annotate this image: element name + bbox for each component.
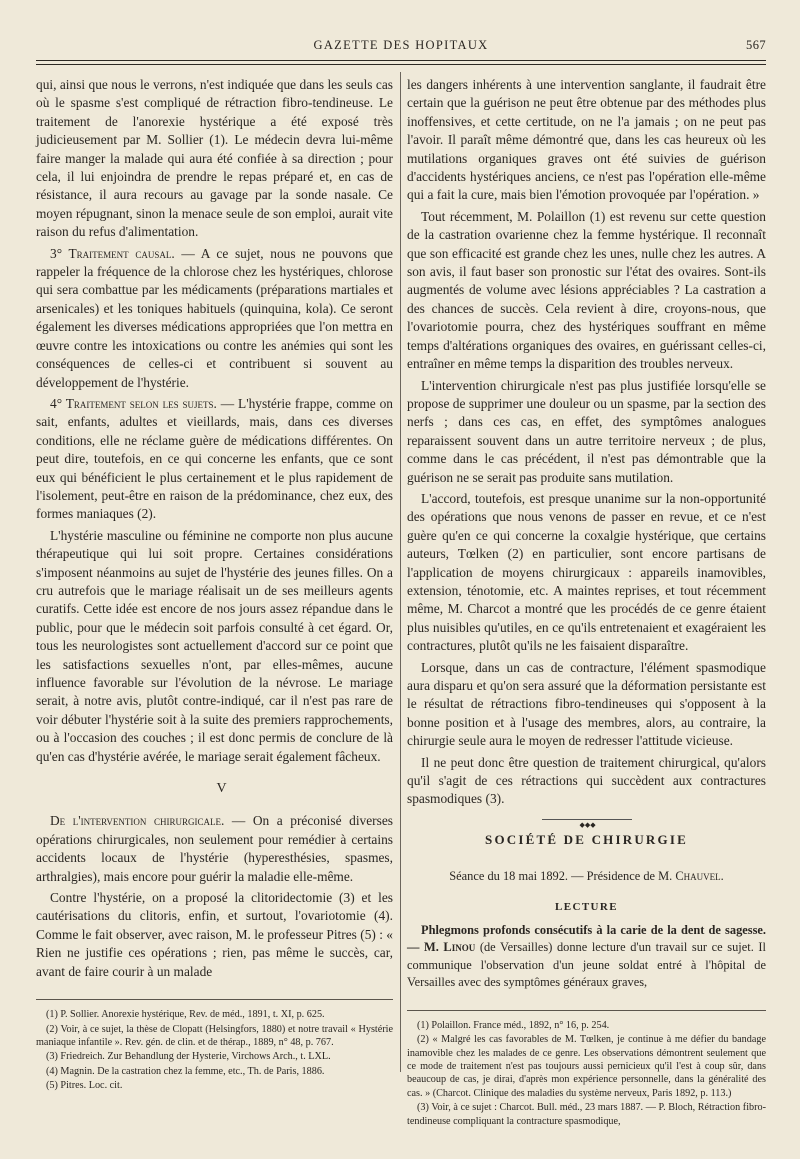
session-line — [407, 867, 766, 885]
paragraph: Il ne peut donc être question de traitement chirurgical, qu'alors qu'il s'agit de ces rétractions qui succèdent aux contractures spasmodiques (3). — [407, 754, 766, 807]
footnote: (3) Voir, à ce sujet : Charcot. Bull. méd., 23 mars 1887. — P. Bloch, Rétraction fibro-tendineuse compliquant la contracture spasmodique, — [407, 1102, 766, 1127]
paragraph: Contre l'hystérie, on a proposé la clitoridectomie (3) et les cautérisations du clitoris, enfin, et surtout, l'ovariotomie (4). Comme le fait observer, avec raison, M. le professeur Pitres (5) : « Rien ne justifie ces opérations ; rien, pas même le succès, car, avant de faire courir à un malade — [36, 890, 393, 979]
section-heading: De l'intervention chirurgicale. — [50, 813, 225, 829]
society-heading: SOCIÉTÉ DE CHIRURGIE — [485, 831, 688, 847]
section-separator — [542, 819, 632, 829]
section-heading: 4° Traitement selon les sujets. — [50, 395, 217, 411]
paragraph-text: — On a préconisé diverses opérations chirurgicales, non seulement pour remédier à certains accidents locaux de l'hystérie (hyperesthésies, spasmes, arthralgies), mais encore pour guérir la maladie elle-même. — [36, 813, 393, 884]
footnote: (3) Friedreich. Zur Behandlung der Hysterie, Virchows Arch., t. LXL. — [46, 1051, 331, 1063]
paragraph — [36, 812, 393, 886]
paragraph-text: — L'hystérie frappe, comme on sait, enfants, adultes et vieillards, mais, dans ces diverses conditions, elle ne réclame guère de médications différentes. On peut dire, toutefois, en ce qui concerne les enfants, que ce sont eux qui bénéficient le plus certainement et le plus rapidement de l'isolement, peut-être en raison de la prédominance, chez eux, des formes maniaques (2). — [36, 395, 393, 522]
paragraph: Tout récemment, M. Polaillon (1) est revenu sur cette question de la castration ovarienne chez la femme hystérique. Il reconnaît que son efficacité est grande chez les unes, nulle chez les autres. A son avis, il faut baser son pronostic sur l'état des ovaires. Sont-ils augmentés de volume avec lésions appréciables ? La castration a des chances de succès. Cela revient à dire, croyons-nous, que l'ovariotomie pourra, chez des hystériques souffrant en même temps d'altérations organiques des ovaires, en guérissant celles-ci, entraîner en même temps la disparition des troubles nerveux. — [407, 208, 766, 372]
paragraph — [407, 922, 766, 992]
right-column — [407, 76, 766, 1129]
paragraph: L'hystérie masculine ou féminine ne comporte non plus aucune thérapeutique qui lui soit propre. Certaines considérations s'imposent néanmoins au sujet de l'hystérie des jeunes filles. On a cru autrefois que le mariage réalisait un de ses meilleurs agents curatifs. Cette idée est encore de nos jours assez répandue dans le public, pour que le médecin soit parfois consulté à cet égard. Or, tous les neurologistes sont actuellement d'accord sur ce point que les satisfactions sexuelles n'ont, par elles-mêmes, aucune influence favorable sur l'évolution de la névrose. Le mariage serait, à notre avis, plutôt contre-indiqué, car il n'est pas rare de voir débuter l'hystérie soit à la suite des premiers rapprochements, ou à l'occasion des couches ; il est donc permis de conclure de là qu'en cas d'hystérie avérée, le mariage serait également fâcheux. — [36, 527, 393, 764]
paragraph-text: (de Versailles) donne lecture d'un travail sur ce sujet. Il communique l'observation d'un jeune soldat entré à l'hôpital de Versailles avec des symptômes généraux graves, — [407, 940, 766, 990]
footnote: (5) Pitres. Loc. cit. — [46, 1080, 123, 1092]
paragraph: qui, ainsi que nous le verrons, n'est indiquée que dans les seuls cas où le spasme s'est compliqué de rétraction fibro-tendineuse. Le traitement de l'anorexie hystérique a été exposé très judicieusement par M. Sollier (1). Le médecin devra lui-même faire manger la malade qui aura été confiée à sa direction ; pour cela, il lui enjoindra de prendre le repas préparé et, en cas de résistance, il aura recours au gavage par la sonde nasale. Ce moyen répugnant, sinon la menace seule de son emploi, aurait vite raison du refus d'alimentation. — [36, 77, 393, 240]
lecture-heading: LECTURE — [555, 900, 618, 913]
footnotes — [36, 999, 393, 1092]
column-divider — [400, 72, 401, 1072]
paragraph — [36, 245, 393, 392]
page-number: 567 — [746, 38, 766, 52]
paragraph: L'accord, toutefois, est presque unanime sur la non-opportunité des opérations que nous venons de passer en revue, et ce n'est guère qu'en ce qui concerne la coxalgie hystérique, que certains auteurs, Tœlken (2) en particulier, sont encore partisans de l'application de moyens chirurgicaux : appareils inamovibles, extension, ténotomie, etc. A maintes reprises, et tout récemment même, M. Charcot a montré que les procédés de ce genre étaient plus nuisibles qu'utiles, en ce qu'ils entretenaient et exagéraient les contractures, plutôt qu'ils ne les faisaient disparaître. — [407, 490, 766, 654]
paragraph: Lorsque, dans un cas de contracture, l'élément spasmodique aura disparu et qu'on sera assuré que la déformation persistante est le résultat de rétractions fibro-tendineuses qui s'opposent à la bonne position et à l'usage des membres, alors, au contraire, la chirurgie seule aura le moyen de redresser l'attitude vicieuse. — [407, 659, 766, 749]
left-column — [36, 76, 393, 1094]
running-header — [36, 36, 766, 56]
section-heading: 3° Traitement causal. — [50, 245, 175, 261]
article-title: Phlegmons profonds consécutifs à la carie de la dent de sagesse. — [421, 923, 766, 938]
session-date: Séance du 18 mai 1892. — Présidence de M. — [449, 869, 676, 884]
separator-ornament: ◆◆◆ — [579, 820, 596, 829]
footnote: (4) Magnin. De la castration chez la femme, etc., Th. de Paris, 1886. — [46, 1065, 325, 1077]
footnote: (1) P. Sollier. Anorexie hystérique, Rev. de méd., 1891, t. XI, p. 625. — [46, 1009, 325, 1021]
header-rule — [36, 60, 766, 61]
footnote: (2) Voir, à ce sujet, la thèse de Clopatt (Helsingfors, 1880) et notre travail « Hystérie maniaque infantile ». Rev. gén. de clin. et de thérap., 1889, n° 48, p. 767. — [36, 1023, 393, 1048]
paragraph: les dangers inhérents à une intervention sanglante, il faudrait être certain que la guérison ne peut être obtenue par des méthodes plus inoffensives, et cette certitude, on ne l'a jamais ; on ne peut pas l'avoir. Il paraît même démontré que, dans les cas heureux où les mutilations organiques graves ont été suivies de guérison d'accidents hystériques anciens, ce n'est pas l'opération elle-même qui a fait la cure, mais bien l'émotion provoquée par l'opération. » — [407, 77, 766, 203]
journal-title: GAZETTE DES HOPITAUX — [313, 38, 489, 52]
session-president: Chauvel. — [675, 869, 724, 884]
article-author: — M. Linou — [407, 940, 476, 955]
paragraph: L'intervention chirurgicale n'est pas plus justifiée lorsqu'elle se propose de supprimer une douleur ou un spasme, par la section des nerfs ; dans ces cas, en effet, des symptômes analogues reparaissent souvent dans un autre territoire nerveux ; de plus, comme dans le cas précédent, il n'est pas démontrable que la guérison ne se serait pas produite sans mutilation. — [407, 377, 766, 485]
footnote: (2) « Malgré les cas favorables de M. Tœlken, je continue à me défier du bandage inamovible chez les malades de ce genre. Les observations démontrent seulement que ce mode de traitement n'est pas toujours aussi pernicieux qu'il l'est à coup sûr, dans beaucoup de cas, je dirai, d'après mon expérience personnelle, dans la généralité des cas. » (Charcot. Clinique des maladies du système nerveux, Paris 1892, p. 113.) — [407, 1034, 766, 1099]
section-numeral: V — [216, 781, 227, 797]
header-rule-thin — [36, 64, 766, 65]
paragraph-text: — A ce sujet, nous ne pouvons que rappeler la fréquence de la chlorose chez les hystériques, chlorose qui sera combattue par les médicaments (préparations martiales et arsenicales) et les toniques habituels (quinquina, kola). Ce seront également les diverses médications appropriées que l'on mettra en œuvre contre les intoxications ou contre les anémies qui sont les conséquences de celles-ci et contribuent si souvent au développement de l'hystérie. — [36, 245, 393, 390]
footnote: (1) Polaillon. France méd., 1892, n° 16, p. 254. — [417, 1019, 610, 1031]
paragraph — [36, 395, 393, 524]
footnotes — [407, 1010, 766, 1128]
